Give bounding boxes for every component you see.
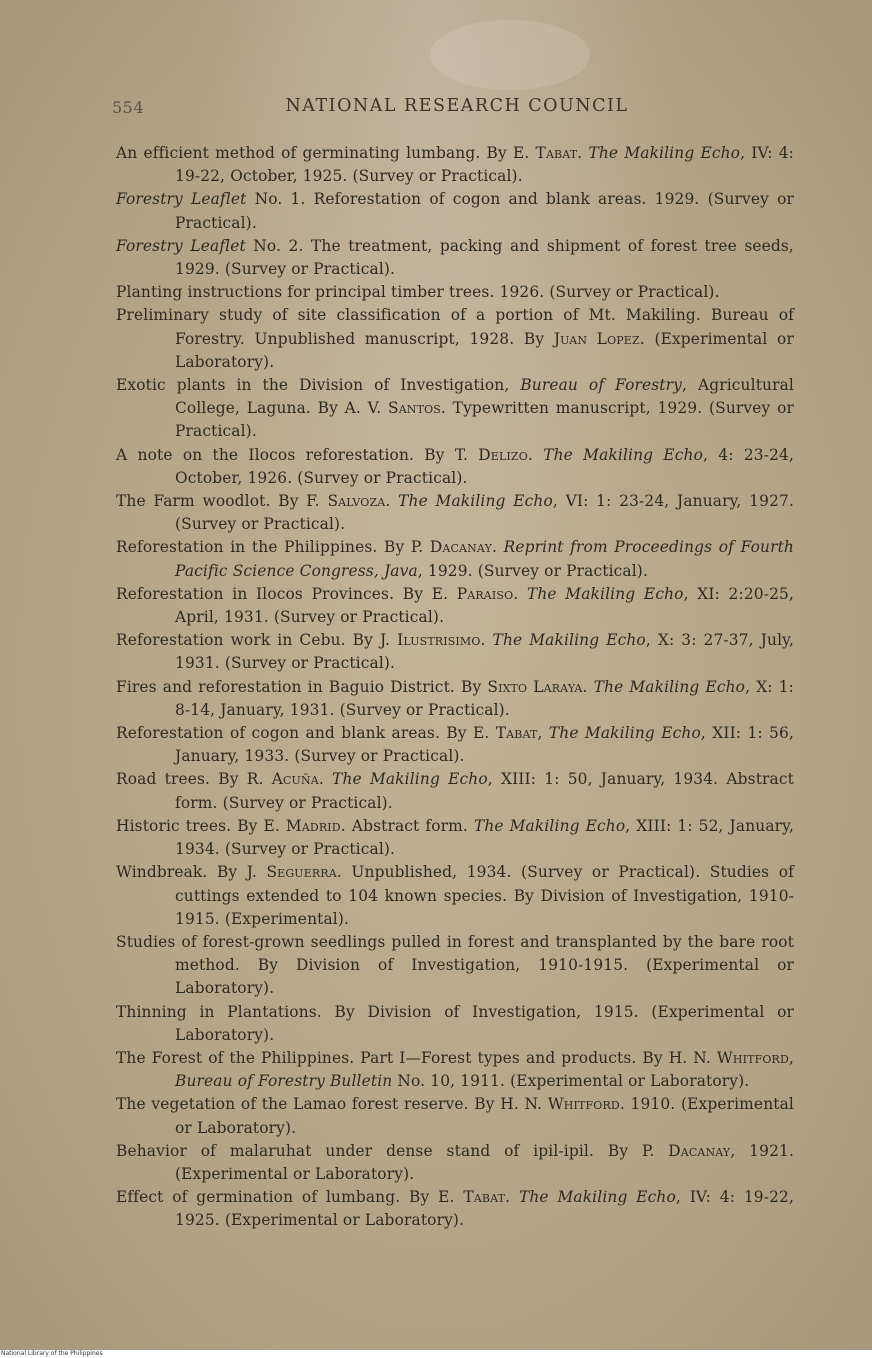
entry-text: , [537, 724, 549, 743]
bibliography-entry [116, 1140, 794, 1186]
entry-text: Windbreak. By J. [116, 863, 267, 882]
entry-text: Fires and reforestation in Baguio District. By [116, 677, 488, 696]
entry-text: , XIII: 1: 52, January, 1934. (Survey or Practical). [175, 816, 794, 859]
entry-text: . [513, 584, 527, 603]
publication-title: The Makiling Echo [473, 816, 626, 835]
author-name: Tabat [495, 724, 538, 743]
bibliography-entry [116, 1186, 794, 1232]
bibliography-entry [116, 444, 794, 490]
entry-text: , IV: 4: 19-22, 1925. (Experimental or Laboratory). [175, 1188, 794, 1230]
bibliography-entry [116, 142, 794, 188]
entry-text: , XII: 1: 56, January, 1933. (Survey or Practical). [175, 724, 794, 766]
entry-text: No. 10, 1911. (Experimental or Laboratory). [392, 1072, 750, 1091]
bibliography-entry [116, 815, 794, 861]
bibliography-entry [116, 676, 794, 722]
publication-title: The Makiling Echo [332, 770, 488, 789]
entry-text: , 1929. (Survey or Practical). [417, 561, 649, 580]
bibliography-entry [116, 768, 794, 814]
entry-text: Preliminary study of site classification of a portion of Mt. Makiling. Bureau of Forestry. Unpublished manuscript, 1928. By [116, 306, 794, 348]
publication-title: The Makiling Echo [492, 631, 646, 650]
author-name: Santos [388, 399, 441, 418]
author-name: Whitford [716, 1048, 789, 1067]
entry-text: . 1910. (Experimental or Laboratory). [175, 1095, 794, 1137]
entry-text: Reforestation in the Philippines. By P. [116, 538, 430, 557]
bibliography-entry [116, 583, 794, 629]
page-header [112, 94, 802, 124]
entry-text: Reforestation in Ilocos Provinces. By E. [116, 584, 457, 603]
author-name: Paraiso [456, 584, 514, 603]
author-name: Ilustrisimo [397, 631, 481, 650]
bibliography-entry [116, 1093, 794, 1139]
entry-text: An efficient method of germinating lumbang. By E. [116, 144, 536, 162]
author-name: Sixto Laraya [487, 677, 583, 696]
entry-text: Studies of forest-grown seedlings pulled in forest and transplanted by the bare root method. By Division of Investigation, 1910-1915. (Experimental or Laboratory). [116, 932, 794, 998]
author-name: Whitford [547, 1095, 620, 1114]
bibliography-entry [116, 374, 794, 444]
entry-text: Historic trees. By E. [116, 816, 286, 835]
bibliography-entry [116, 629, 794, 675]
entry-text: . Typewritten manuscript, 1929. (Survey or Practical). [175, 399, 794, 441]
bibliography-entry [116, 281, 794, 304]
entry-text: Behavior of malaruhat under dense stand of ipil-ipil. By P. [116, 1141, 669, 1160]
entry-text: , VI: 1: 23-24, January, 1927. (Survey or Practical). [175, 492, 794, 534]
entry-text: , X: 3: 27-37, July, 1931. (Survey or Practical). [175, 631, 794, 673]
author-name: Acuña [271, 770, 319, 789]
author-name: Dacanay [429, 538, 492, 557]
author-name: Tabat [463, 1188, 506, 1207]
paper-stain [430, 20, 590, 90]
entry-text: Reforestation of cogon and blank areas. By E. [116, 724, 496, 743]
entry-text: The vegetation of the Lamao forest reserve. By H. N. [116, 1095, 548, 1114]
running-head: NATIONAL RESEARCH COUNCIL [285, 96, 629, 116]
bibliography-entry [116, 304, 794, 374]
publication-title: Reprint from Proceedings of Fourth Pacific Science Congress, Java [175, 538, 794, 580]
publication-title: The Makiling Echo [543, 445, 704, 464]
entry-text: Road trees. By R. [116, 770, 272, 789]
publication-title: The Makiling Echo [518, 1188, 676, 1207]
author-name: Seguerra [266, 863, 337, 882]
entry-text: A note on the Ilocos reforestation. By T. [116, 445, 479, 464]
bibliography-entry [116, 931, 794, 1001]
entry-text: . Unpublished, 1934. (Survey or Practical). Studies of cuttings extended to 104 known species. By Division of Investigation, 1910-1915. (Experimental). [175, 863, 795, 928]
entry-text: . [480, 631, 493, 650]
entry-text: . Abstract form. [340, 816, 474, 835]
page-number: 554 [112, 98, 145, 117]
entry-text: , X: 1: 8-14, January, 1931. (Survey or Practical). [175, 677, 794, 719]
author-name: Delizo [478, 445, 528, 464]
bibliography-entry [116, 722, 794, 768]
author-name: Salvoza [327, 492, 386, 511]
entry-text: No. 2. The treatment, packing and shipment of forest tree seeds, 1929. (Survey or Practical). [175, 236, 794, 279]
entry-text: The Forest of the Philippines. Part I—Forest types and products. By H. N. [116, 1048, 717, 1067]
publication-title: The Makiling Echo [398, 492, 553, 511]
entry-text: , XI: 2:20-25, April, 1931. (Survey or Practical). [175, 584, 794, 627]
bibliography-entry [116, 1047, 794, 1093]
entry-text: . [492, 538, 504, 557]
publication-title: Bureau of Forestry Bulletin [175, 1072, 393, 1091]
entry-text: . [582, 677, 594, 696]
entry-text: Reforestation work in Cebu. By J. [116, 631, 398, 650]
entry-text: Thinning in Plantations. By Division of Investigation, 1915. (Experimental or Laboratory). [116, 1002, 794, 1044]
entry-text: . [505, 1188, 519, 1207]
entry-text: , Agricultural College, Laguna. By A. V. [175, 376, 794, 418]
publication-title: Forestry Leaflet [116, 190, 247, 209]
bibliography-entry [116, 235, 794, 281]
publication-title: The Makiling Echo [548, 724, 701, 743]
entry-text: , [788, 1048, 794, 1067]
bibliography-entry [116, 1001, 794, 1047]
bibliography-entry [116, 188, 794, 234]
publication-title: The Makiling Echo [588, 144, 741, 162]
entry-text: No. 1. Reforestation of cogon and blank areas. 1929. (Survey or Practical). [175, 190, 794, 232]
entry-text: Exotic plants in the Division of Investigation, [116, 376, 521, 395]
publication-title: Bureau of Forestry [520, 376, 682, 395]
entry-text: . [318, 770, 333, 789]
bibliography-entry [116, 536, 794, 582]
entry-text: The Farm woodlot. By F. [116, 492, 328, 511]
bibliography-entry [116, 861, 794, 931]
author-name: Dacanay [668, 1141, 731, 1160]
entry-text: . (Experimental or Laboratory). [175, 329, 794, 371]
publication-title: The Makiling Echo [593, 677, 746, 696]
bibliography-entry [116, 490, 794, 536]
entry-text: Planting instructions for principal timber trees. 1926. (Survey or Practical). [116, 283, 720, 302]
publication-title: The Makiling Echo [526, 584, 684, 603]
entry-text: , XIII: 1: 50, January, 1934. Abstract form. (Survey or Practical). [175, 770, 794, 812]
entry-text: Effect of germination of lumbang. By E. [116, 1188, 464, 1207]
entry-text: , 1921. (Experimental or Laboratory). [175, 1141, 794, 1183]
entry-text: , 4: 23-24, October, 1926. (Survey or Practical). [175, 445, 795, 487]
entry-text: . [527, 445, 544, 464]
author-name: Juan Lopez [553, 329, 640, 348]
author-name: Madrid [285, 816, 341, 835]
publication-title: Forestry Leaflet [116, 236, 246, 255]
entry-text: , IV: 4: 19-22, October, 1925. (Survey or Practical). [175, 144, 794, 186]
entry-text: . [385, 492, 399, 511]
footer-credit: National Library of the Philippines [0, 1350, 872, 1358]
author-name: Tabat [535, 144, 578, 162]
entry-text: . [577, 144, 589, 162]
bibliography-list [116, 142, 794, 1233]
